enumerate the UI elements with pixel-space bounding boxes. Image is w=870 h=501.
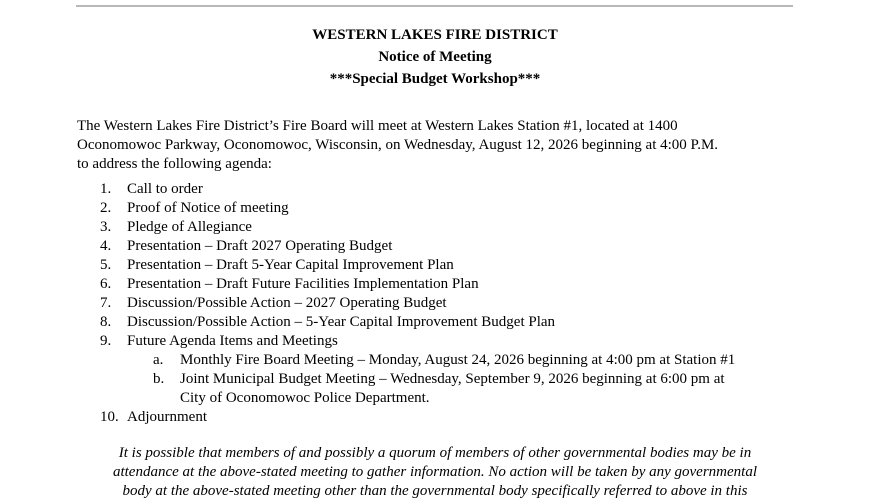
agenda-number: 9. [100, 333, 112, 349]
intro-line: The Western Lakes Fire District’s Fire Board will meet at Western Lakes Station #1, located at 1400 [77, 118, 678, 134]
agenda-text: Discussion/Possible Action – 2027 Operating Budget [127, 295, 447, 311]
agenda-text: Discussion/Possible Action – 5-Year Capital Improvement Budget Plan [127, 314, 556, 330]
agenda-text: Call to order [127, 181, 203, 197]
notice-title: Notice of Meeting [378, 49, 492, 65]
top-rule [76, 5, 793, 7]
disclaimer-line: It is possible that members of and possibly a quorum of members of other governmental bodies may be in [118, 445, 752, 461]
disclaimer-paragraph [0, 444, 870, 501]
agenda-text: Future Agenda Items and Meetings [127, 333, 338, 349]
agenda-text: Presentation – Draft 5-Year Capital Improvement Plan [127, 257, 454, 273]
org-title: WESTERN LAKES FIRE DISTRICT [312, 27, 558, 43]
intro-line: to address the following agenda: [77, 156, 272, 172]
agenda-number: 3. [100, 219, 112, 235]
agenda-text: Adjournment [127, 409, 207, 425]
agenda-number: 10. [100, 409, 119, 425]
agenda-number: 8. [100, 314, 112, 330]
agenda-number: 4. [100, 238, 112, 254]
agenda-text: Presentation – Draft 2027 Operating Budget [127, 238, 393, 254]
sub-item-text: Joint Municipal Budget Meeting – Wednesday, September 9, 2026 beginning at 6:00 pm at [180, 371, 725, 387]
agenda-number: 2. [100, 200, 112, 216]
agenda-number: 5. [100, 257, 112, 273]
disclaimer-line: body at the above-stated meeting other than the governmental body specifically referred to above in this [122, 483, 748, 499]
workshop-subtitle: ***Special Budget Workshop*** [329, 71, 541, 87]
sub-item-text: City of Oconomowoc Police Department. [180, 390, 430, 406]
disclaimer-line: attendance at the above-stated meeting to gather information. No action will be taken by any governmental [112, 464, 758, 480]
intro-line: Oconomowoc Parkway, Oconomowoc, Wisconsin, on Wednesday, August 12, 2026 beginning at 4:00 P.M. [77, 137, 719, 153]
sub-item-text: Monthly Fire Board Meeting – Monday, August 24, 2026 beginning at 4:00 pm at Station #1 [180, 352, 736, 368]
agenda-number: 1. [100, 181, 112, 197]
agenda-number: 7. [100, 295, 112, 311]
agenda-text: Proof of Notice of meeting [127, 200, 289, 216]
agenda-text: Pledge of Allegiance [127, 219, 252, 235]
sub-item-letter: a. [153, 352, 164, 368]
agenda-number: 6. [100, 276, 112, 292]
intro-paragraph [77, 117, 797, 174]
sub-item-letter: b. [153, 371, 165, 387]
agenda-text: Presentation – Draft Future Facilities Implementation Plan [127, 276, 479, 292]
